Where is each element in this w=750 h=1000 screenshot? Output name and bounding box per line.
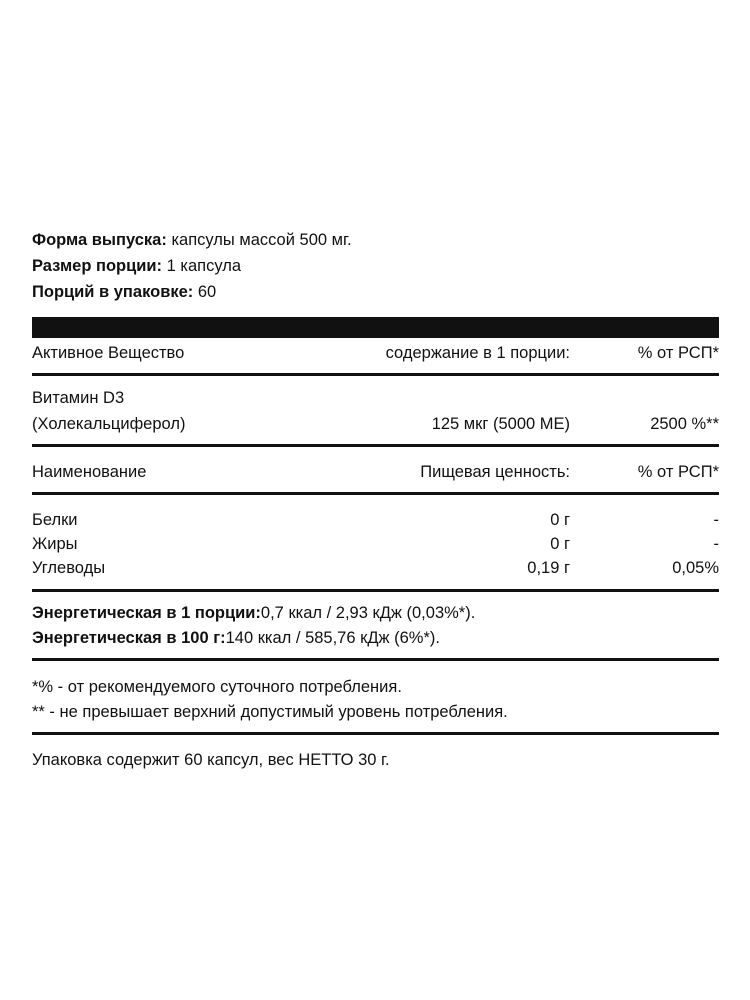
active-header-amount: содержание в 1 порции: <box>385 344 570 362</box>
serving-value: 1 капсула <box>162 257 242 275</box>
nutrition-row-name: Белки <box>32 511 78 529</box>
rule-active-header <box>32 373 719 376</box>
rule-nutrition-rows <box>32 589 719 592</box>
package-info: Упаковка содержит 60 капсул, вес НЕТТО 30 г. <box>32 751 390 769</box>
active-header-percent: % от РСП* <box>637 344 719 362</box>
form-label: Форма выпуска: <box>32 231 167 249</box>
active-amount: 125 мкг (5000 МЕ) <box>431 415 570 433</box>
nutrition-row-value: 0,19 г <box>527 559 570 577</box>
active-name-line1: Витамин D3 <box>32 389 125 407</box>
serving-line <box>32 256 241 276</box>
table-top-bar <box>32 317 719 338</box>
nutrition-row-percent: 0,05% <box>672 559 719 577</box>
nutrition-header-name: Наименование <box>32 463 147 481</box>
rule-active-row <box>32 444 719 447</box>
energy-100g-value: 140 ккал / 585,76 кДж (6%*). <box>225 629 440 647</box>
nutrition-row-value: 0 г <box>550 535 570 553</box>
energy-serving-value: 0,7 ккал / 2,93 кДж (0,03%*). <box>260 604 476 622</box>
footnote: ** - не превышает верхний допустимый уровень потребления. <box>32 703 508 721</box>
nutrition-header-value: Пищевая ценность: <box>420 463 570 481</box>
form-line <box>32 230 352 250</box>
energy-100g-line <box>32 628 440 648</box>
servings-line <box>32 282 216 302</box>
nutrition-row-name: Жиры <box>32 535 78 553</box>
active-name-line2: (Холекальциферол) <box>32 415 186 433</box>
rule-nutrition-header <box>32 492 719 495</box>
form-value: капсулы массой 500 мг. <box>166 231 352 249</box>
serving-label: Размер порции: <box>32 257 163 275</box>
servings-label: Порций в упаковке: <box>32 283 194 301</box>
servings-value: 60 <box>193 283 217 301</box>
nutrition-row-value: 0 г <box>550 511 570 529</box>
rule-notes <box>32 732 719 735</box>
nutrition-row-percent: - <box>713 511 719 529</box>
active-header-name: Активное Вещество <box>32 344 185 362</box>
rule-energy <box>32 658 719 661</box>
nutrition-header-percent: % от РСП* <box>637 463 719 481</box>
energy-serving-label: Энергетическая в 1 порции: <box>32 604 261 622</box>
nutrition-row-percent: - <box>713 535 719 553</box>
active-percent: 2500 %** <box>650 415 719 433</box>
energy-100g-label: Энергетическая в 100 г: <box>32 629 226 647</box>
energy-serving-line <box>32 603 475 623</box>
footnote: *% - от рекомендуемого суточного потребления. <box>32 678 402 696</box>
nutrition-row-name: Углеводы <box>32 559 106 577</box>
